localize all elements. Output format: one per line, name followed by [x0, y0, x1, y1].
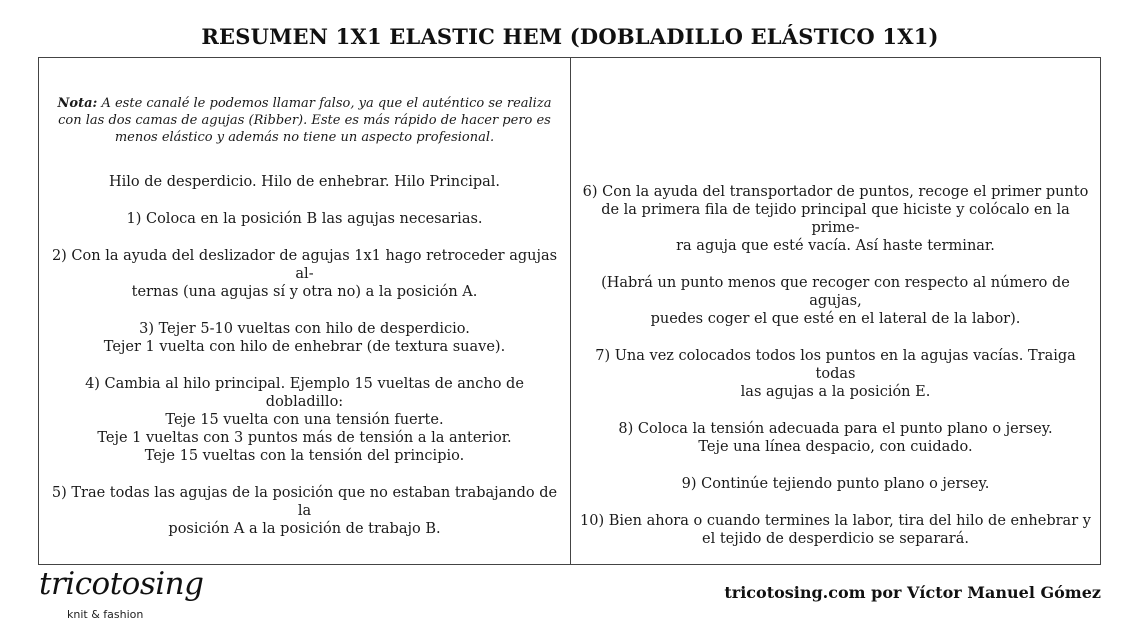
brand-tagline: knit & fashion: [67, 608, 144, 621]
step-paragraph: [579, 475, 1092, 493]
step-line: las agujas a la posición E.: [740, 384, 931, 400]
step-line: posición A a la posición de trabajo B.: [168, 521, 441, 537]
author-credit: tricotosing.com por Víctor Manuel Gómez: [724, 583, 1101, 602]
step-line: 3) Tejer 5-10 vueltas con hilo de desperdicio.: [139, 321, 470, 337]
step-paragraph: [45, 247, 564, 301]
step-paragraph: [579, 274, 1092, 328]
step-line: 6) Con la ayuda del transportador de puntos, recoge el primer punto: [582, 184, 1089, 200]
step-line: Teje una línea despacio, con cuidado.: [698, 439, 973, 455]
step-line: Teje 15 vuelta con una tensión fuerte.: [165, 412, 444, 428]
content-table: [38, 57, 1101, 565]
step-line: Tejer 1 vuelta con hilo de enhebrar (de textura suave).: [103, 339, 506, 355]
step-line: ternas (una agujas sí y otra no) a la posición A.: [131, 284, 478, 300]
left-column: [39, 58, 571, 564]
step-paragraph: [45, 173, 564, 191]
step-line: 9) Continúe tejiendo punto plano o jersey.: [681, 476, 990, 492]
step-line: 8) Coloca la tensión adecuada para el punto plano o jersey.: [618, 421, 1053, 437]
step-line: 1) Coloca en la posición B las agujas necesarias.: [126, 211, 483, 227]
note-label: Nota:: [57, 96, 98, 111]
step-paragraph: [579, 183, 1092, 255]
step-paragraph: [45, 484, 564, 538]
step-paragraph: [45, 320, 564, 356]
step-line: 2) Con la ayuda del deslizador de agujas 1x1 hago retroceder agujas al-: [51, 248, 558, 282]
step-line: Teje 1 vueltas con 3 puntos más de tensión a la anterior.: [97, 430, 512, 446]
step-line: puedes coger el que esté en el lateral de la labor).: [650, 311, 1021, 327]
brand-logo: [39, 566, 204, 626]
right-steps: [579, 183, 1092, 548]
step-line: (Habrá un punto menos que recoger con respecto al número de agujas,: [601, 275, 1070, 309]
step-line: 10) Bien ahora o cuando termines la labor, tira del hilo de enhebrar y: [580, 513, 1091, 529]
brand-logo-text: tricotosing: [39, 566, 204, 602]
step-line: 7) Una vez colocados todos los puntos en la agujas vacías. Traiga todas: [595, 348, 1076, 382]
note: [45, 95, 564, 146]
page-title: RESUMEN 1X1 ELASTIC HEM (DOBLADILLO ELÁSTICO 1X1): [201, 24, 939, 49]
step-paragraph: [579, 420, 1092, 456]
step-paragraph: [579, 347, 1092, 401]
step-line: el tejido de desperdicio se separará.: [702, 531, 969, 547]
step-paragraph: [579, 512, 1092, 548]
step-paragraph: [45, 375, 564, 465]
step-line: Hilo de desperdicio. Hilo de enhebrar. Hilo Principal.: [108, 174, 501, 190]
step-line: Teje 15 vueltas con la tensión del principio.: [144, 448, 465, 464]
step-line: ra aguja que esté vacía. Así haste terminar.: [676, 238, 995, 254]
note-text: A este canalé le podemos llamar falso, ya que el auténtico se realiza con las dos camas de agujas (Ribber). Este es más rápido de hacer pero es menos elástico y además no tiene un aspecto profesional.: [58, 96, 552, 145]
step-line: 5) Trae todas las agujas de la posición que no estaban trabajando de la: [51, 485, 558, 519]
step-paragraph: [45, 210, 564, 228]
right-column: [571, 58, 1100, 564]
step-line: 4) Cambia al hilo principal. Ejemplo 15 vueltas de ancho de dobladillo:: [85, 376, 524, 410]
left-steps: [45, 173, 564, 538]
step-line: de la primera fila de tejido principal que hiciste y colócalo en la prime-: [601, 202, 1070, 236]
